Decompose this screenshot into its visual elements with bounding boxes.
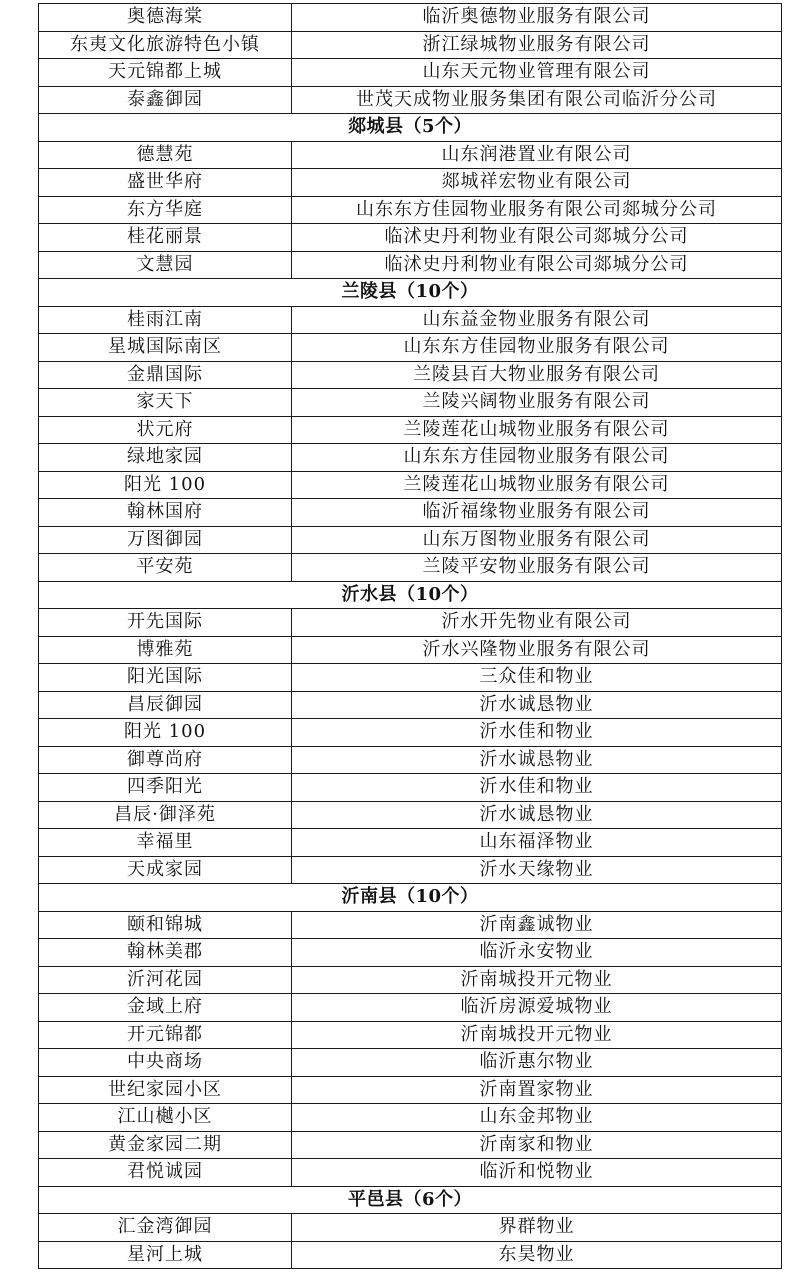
table-row	[39, 306, 782, 334]
property-company: 山东益金物业服务有限公司	[292, 306, 782, 334]
property-company: 沂水佳和物业	[292, 774, 782, 802]
community-name: 汇金湾御园	[39, 1214, 292, 1242]
table-row	[39, 636, 782, 664]
table-row	[39, 499, 782, 527]
community-name: 家天下	[39, 389, 292, 417]
table-row	[39, 1131, 782, 1159]
table-row	[39, 1076, 782, 1104]
table-row	[39, 774, 782, 802]
property-company: 东昊物业	[292, 1241, 782, 1269]
table-row	[39, 361, 782, 389]
table-row	[39, 526, 782, 554]
property-company: 临沂永安物业	[292, 939, 782, 967]
table-row	[39, 169, 782, 197]
property-company: 界群物业	[292, 1214, 782, 1242]
community-name: 文慧园	[39, 251, 292, 279]
community-name: 桂花丽景	[39, 224, 292, 252]
table-row	[39, 471, 782, 499]
table-row	[39, 1049, 782, 1077]
community-name: 开元锦都	[39, 1021, 292, 1049]
county-section-title: 郯城县（5个）	[39, 114, 782, 142]
community-name: 翰林国府	[39, 499, 292, 527]
property-company: 沂水诚恳物业	[292, 801, 782, 829]
county-section-title: 兰陵县（10个）	[39, 279, 782, 307]
property-company: 浙江绿城物业服务有限公司	[292, 31, 782, 59]
property-company: 临沂福缘物业服务有限公司	[292, 499, 782, 527]
table-row	[39, 224, 782, 252]
community-name: 昌辰御园	[39, 691, 292, 719]
property-company: 临沭史丹利物业有限公司郯城分公司	[292, 251, 782, 279]
community-name: 幸福里	[39, 829, 292, 857]
table-row	[39, 966, 782, 994]
table-row	[39, 196, 782, 224]
property-company: 世茂天成物业服务集团有限公司临沂分公司	[292, 86, 782, 114]
property-table	[38, 3, 782, 1269]
property-company: 沂水兴隆物业服务有限公司	[292, 636, 782, 664]
community-name: 东夷文化旅游特色小镇	[39, 31, 292, 59]
table-row	[39, 1214, 782, 1242]
property-company: 兰陵平安物业服务有限公司	[292, 554, 782, 582]
table-row	[39, 856, 782, 884]
property-company: 兰陵兴阔物业服务有限公司	[292, 389, 782, 417]
property-company: 沂南城投开元物业	[292, 1021, 782, 1049]
property-company: 山东万图物业服务有限公司	[292, 526, 782, 554]
community-name: 江山樾小区	[39, 1104, 292, 1132]
table-row	[39, 251, 782, 279]
property-company: 临沂和悦物业	[292, 1159, 782, 1187]
table-row	[39, 31, 782, 59]
table-row	[39, 86, 782, 114]
community-name: 阳光 100	[39, 719, 292, 747]
table-row	[39, 829, 782, 857]
community-name: 盛世华府	[39, 169, 292, 197]
community-name: 状元府	[39, 416, 292, 444]
community-name: 金鼎国际	[39, 361, 292, 389]
property-company: 三众佳和物业	[292, 664, 782, 692]
community-name: 中央商场	[39, 1049, 292, 1077]
county-section-title: 平邑县（6个）	[39, 1186, 782, 1214]
community-name: 平安苑	[39, 554, 292, 582]
community-name: 御尊尚府	[39, 746, 292, 774]
table-row	[39, 4, 782, 32]
table-row	[39, 1021, 782, 1049]
table-row	[39, 554, 782, 582]
table-row	[39, 389, 782, 417]
property-company: 山东福泽物业	[292, 829, 782, 857]
property-company: 临沂奥德物业服务有限公司	[292, 4, 782, 32]
property-company: 沂水天缘物业	[292, 856, 782, 884]
county-section-title: 沂南县（10个）	[39, 884, 782, 912]
table-row	[39, 609, 782, 637]
table-row	[39, 746, 782, 774]
community-name: 东方华庭	[39, 196, 292, 224]
community-name: 翰林美郡	[39, 939, 292, 967]
property-company: 山东天元物业管理有限公司	[292, 59, 782, 87]
community-name: 君悦诚园	[39, 1159, 292, 1187]
property-company: 山东润港置业有限公司	[292, 141, 782, 169]
community-name: 世纪家园小区	[39, 1076, 292, 1104]
table-row	[39, 141, 782, 169]
county-section-header	[39, 581, 782, 609]
community-name: 昌辰·御泽苑	[39, 801, 292, 829]
table-row	[39, 1104, 782, 1132]
property-company: 沂南置家物业	[292, 1076, 782, 1104]
county-section-title: 沂水县（10个）	[39, 581, 782, 609]
table-row	[39, 664, 782, 692]
property-company: 兰陵莲花山城物业服务有限公司	[292, 416, 782, 444]
property-company: 沂水佳和物业	[292, 719, 782, 747]
property-company: 山东东方佳园物业服务有限公司郯城分公司	[292, 196, 782, 224]
property-company: 兰陵县百大物业服务有限公司	[292, 361, 782, 389]
table-row	[39, 939, 782, 967]
county-section-header	[39, 279, 782, 307]
table-row	[39, 911, 782, 939]
community-name: 泰鑫御园	[39, 86, 292, 114]
property-table-body	[39, 4, 782, 1269]
community-name: 星城国际南区	[39, 334, 292, 362]
community-name: 阳光 100	[39, 471, 292, 499]
county-section-header	[39, 114, 782, 142]
table-row	[39, 801, 782, 829]
table-row	[39, 1159, 782, 1187]
community-name: 黄金家园二期	[39, 1131, 292, 1159]
community-name: 德慧苑	[39, 141, 292, 169]
community-name: 金域上府	[39, 994, 292, 1022]
community-name: 天成家园	[39, 856, 292, 884]
property-company: 临沭史丹利物业有限公司郯城分公司	[292, 224, 782, 252]
property-company: 临沂惠尔物业	[292, 1049, 782, 1077]
table-row	[39, 59, 782, 87]
community-name: 奥德海棠	[39, 4, 292, 32]
property-company: 郯城祥宏物业有限公司	[292, 169, 782, 197]
property-list-sheet	[38, 3, 781, 1269]
community-name: 阳光国际	[39, 664, 292, 692]
table-row	[39, 334, 782, 362]
county-section-header	[39, 1186, 782, 1214]
table-row	[39, 994, 782, 1022]
table-row	[39, 719, 782, 747]
community-name: 四季阳光	[39, 774, 292, 802]
community-name: 万图御园	[39, 526, 292, 554]
property-company: 沂南城投开元物业	[292, 966, 782, 994]
property-company: 山东东方佳园物业服务有限公司	[292, 334, 782, 362]
community-name: 开先国际	[39, 609, 292, 637]
community-name: 绿地家园	[39, 444, 292, 472]
community-name: 天元锦都上城	[39, 59, 292, 87]
table-row	[39, 444, 782, 472]
property-company: 兰陵莲花山城物业服务有限公司	[292, 471, 782, 499]
community-name: 沂河花园	[39, 966, 292, 994]
table-row	[39, 416, 782, 444]
property-company: 沂南家和物业	[292, 1131, 782, 1159]
community-name: 颐和锦城	[39, 911, 292, 939]
table-row	[39, 691, 782, 719]
property-company: 山东金邦物业	[292, 1104, 782, 1132]
property-company: 沂水诚恳物业	[292, 691, 782, 719]
property-company: 沂水开先物业有限公司	[292, 609, 782, 637]
county-section-header	[39, 884, 782, 912]
community-name: 博雅苑	[39, 636, 292, 664]
community-name: 桂雨江南	[39, 306, 292, 334]
table-row	[39, 1241, 782, 1269]
community-name: 星河上城	[39, 1241, 292, 1269]
property-company: 山东东方佳园物业服务有限公司	[292, 444, 782, 472]
property-company: 沂南鑫诚物业	[292, 911, 782, 939]
property-company: 沂水诚恳物业	[292, 746, 782, 774]
property-company: 临沂房源爱城物业	[292, 994, 782, 1022]
